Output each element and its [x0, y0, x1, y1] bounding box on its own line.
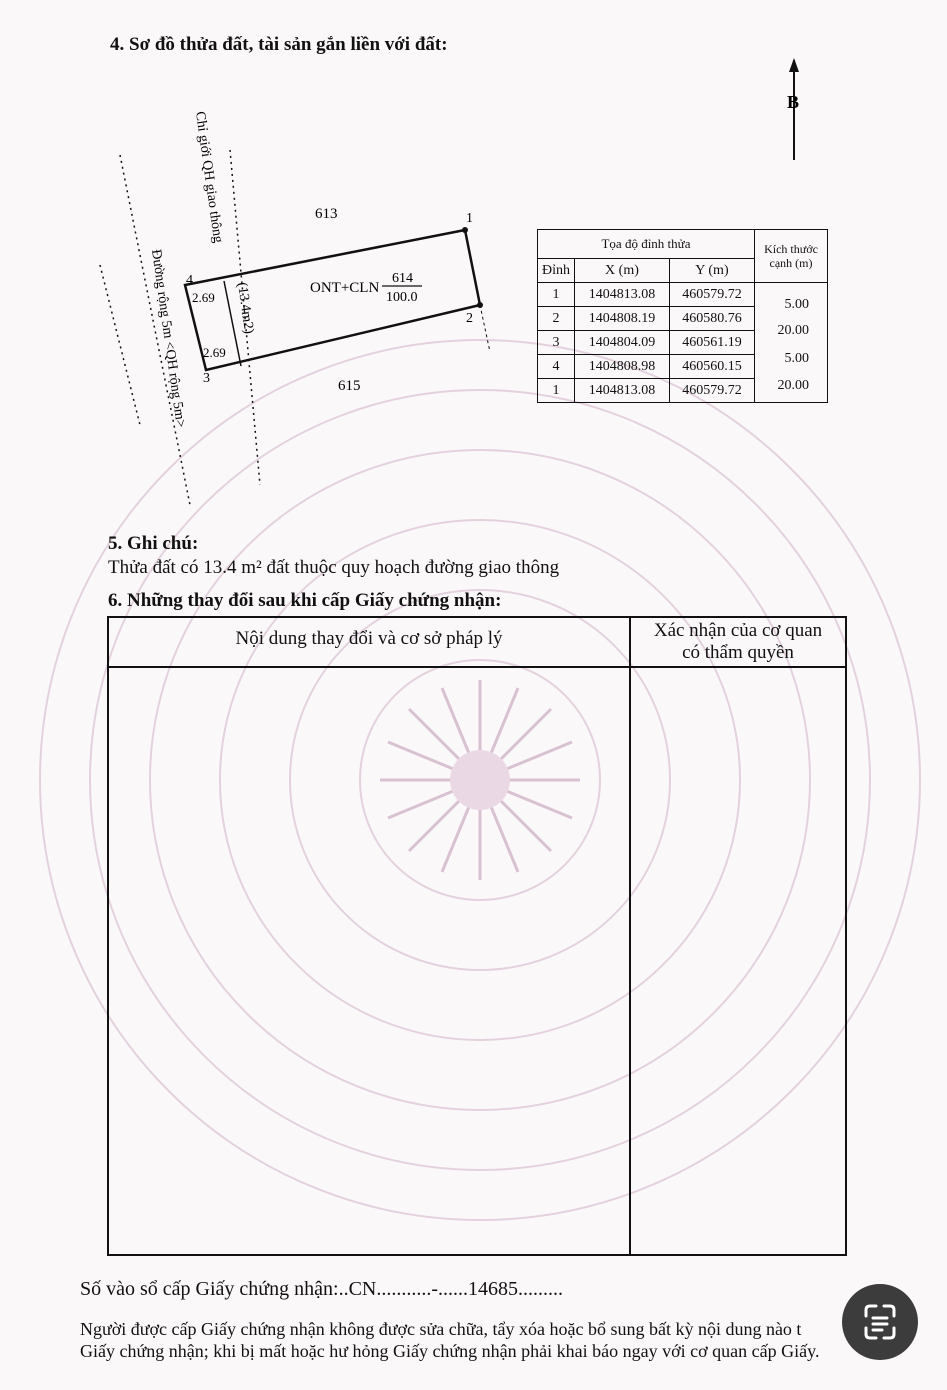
y-cell: 460580.76: [669, 307, 754, 331]
y-cell: 460561.19: [669, 331, 754, 355]
edge-length: 20.00: [777, 378, 809, 393]
road-edge-line: [100, 265, 140, 425]
vertex-cell: 3: [538, 331, 575, 355]
confirm-header-line: Xác nhận của cơ quan: [653, 620, 823, 641]
planned-area-label: (13.4m2): [234, 281, 257, 335]
y-cell: 460579.72: [669, 283, 754, 307]
y-cell: 460579.72: [669, 379, 754, 403]
x-cell: 1404813.08: [575, 379, 670, 403]
warning-line: Người được cấp Giấy chứng nhận không được sửa chữa, tẩy xóa hoặc bổ sung bất kỳ nội dung nào t: [80, 1319, 802, 1339]
changes-col-content-header: Nội dung thay đổi và cơ sở pháp lý: [235, 628, 503, 649]
vertex-label: 2: [466, 311, 473, 326]
vertex-cell: 1: [538, 283, 575, 307]
x-cell: 1404813.08: [575, 283, 670, 307]
changes-col-confirm-header: [631, 620, 845, 664]
vertex-label: 4: [186, 273, 193, 288]
road-label: Đường rộng 5m <QH rộng 5m>: [148, 248, 188, 429]
north-label: B: [787, 92, 800, 112]
x-cell: 1404808.98: [575, 355, 670, 379]
warning-line: Giấy chứng nhận; khi bị mất hoặc hư hỏng Giấy chứng nhận phải khai báo ngay với cơ quan cấp Giấy.: [80, 1341, 820, 1361]
edge-lengths-cell: [755, 283, 828, 403]
neighbor-parcel-top: 613: [315, 206, 338, 222]
x-cell: 1404808.19: [575, 307, 670, 331]
size-header: Kích thước cạnh (m): [755, 230, 828, 283]
changes-table: [107, 616, 847, 1256]
parcel-use-label: ONT+CLN: [310, 280, 380, 296]
x-col-header: X (m): [575, 259, 670, 283]
edge-length: 20.00: [777, 323, 809, 338]
registry-label: Số vào sổ cấp Giấy chứng nhận:: [80, 1278, 339, 1300]
text-scan-icon: [842, 1284, 918, 1360]
y-cell: 460560.15: [669, 355, 754, 379]
extension-line: [480, 305, 490, 352]
parcel-outline: [185, 230, 480, 370]
column-divider: [629, 618, 631, 1254]
boundary-label: Chỉ giới QH giao thông: [192, 110, 226, 244]
parcel-area-label: 100.0: [386, 290, 418, 305]
vertex-cell: 2: [538, 307, 575, 331]
section-4-title: 4. Sơ đồ thửa đất, tài sản gắn liền với đất:: [110, 34, 448, 55]
edge-length: 5.00: [784, 351, 809, 366]
x-cell: 1404804.09: [575, 331, 670, 355]
parcel-number-label: 614: [392, 271, 413, 286]
dimension-label: 2.69: [203, 345, 226, 360]
coordinate-table: [537, 229, 828, 403]
header-divider: [109, 666, 845, 668]
registry-number: [80, 1278, 563, 1301]
confirm-header-line: có thẩm quyền: [682, 642, 794, 663]
section-5-note: Thửa đất có 13.4 m² đất thuộc quy hoạch đường giao thông: [108, 557, 560, 578]
vertex-label: 1: [466, 211, 473, 226]
table-row: [538, 283, 828, 307]
warning-text: [80, 1318, 870, 1362]
vertex-col-header: Đỉnh: [538, 259, 575, 283]
dimension-label: 2.69: [192, 290, 215, 305]
vertex-cell: 4: [538, 355, 575, 379]
text-scan-button[interactable]: [842, 1284, 918, 1360]
coord-header: Tọa độ đỉnh thửa: [538, 230, 755, 259]
neighbor-parcel-bottom: 615: [338, 378, 361, 394]
road-edge-line: [120, 155, 190, 505]
edge-length: 5.00: [784, 297, 809, 312]
section-5-title: 5. Ghi chú:: [108, 533, 199, 554]
vertex-cell: 1: [538, 379, 575, 403]
vertex-label: 3: [203, 371, 210, 386]
section-6-title: 6. Những thay đổi sau khi cấp Giấy chứng nhận:: [108, 590, 502, 611]
y-col-header: Y (m): [669, 259, 754, 283]
registry-value: ..CN...........-......14685.........: [338, 1278, 564, 1300]
